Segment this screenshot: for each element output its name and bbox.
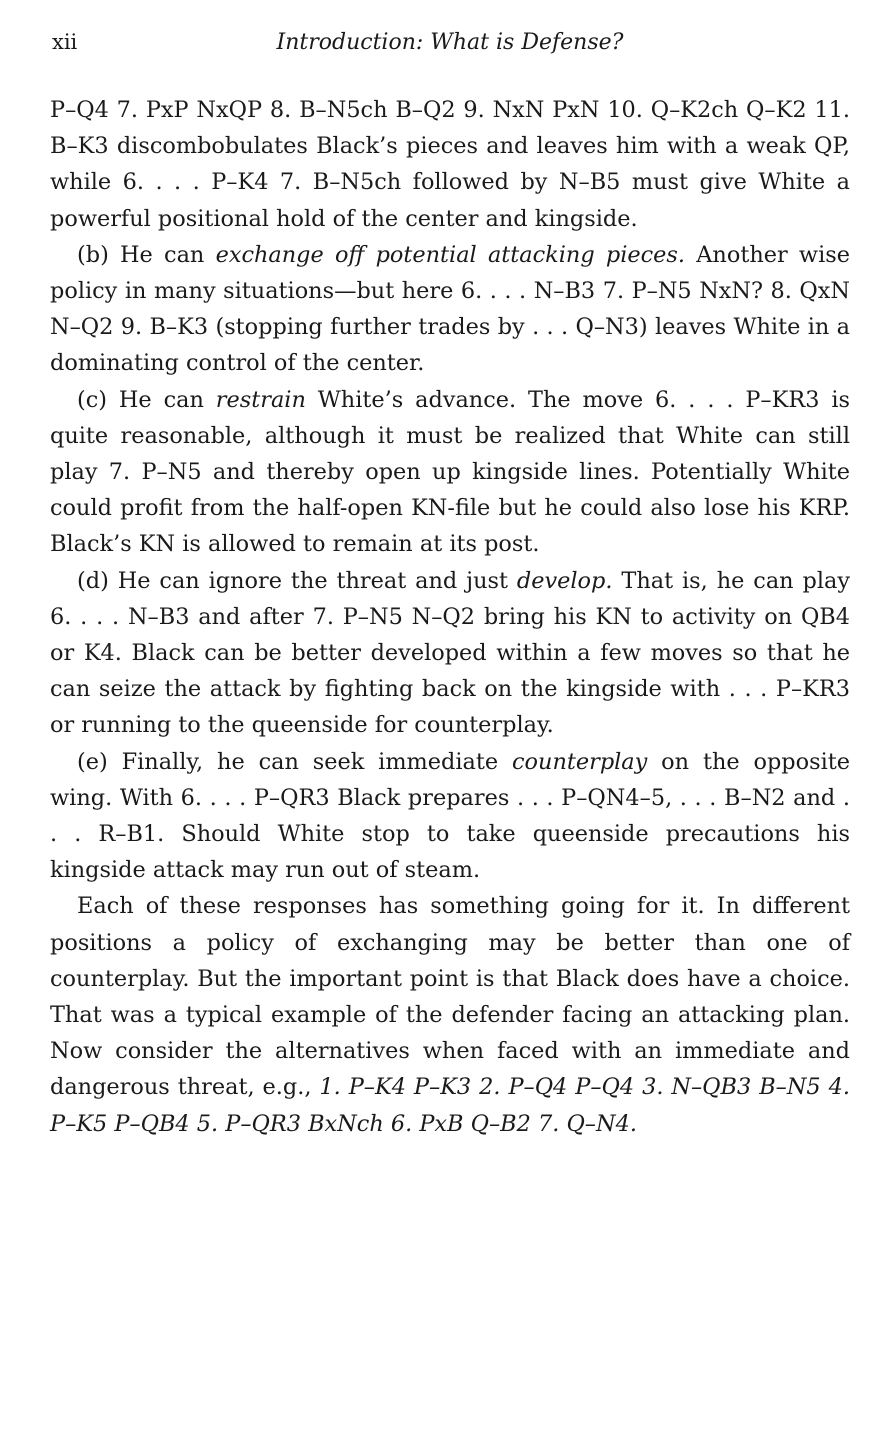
page-number: xii [52,30,78,54]
text-run: (b) He can [77,241,216,268]
text-run: Each of these responses has something going for it. In different positions a policy of exchanging may be better than one of counterplay. But the important point is that Black does have a choice. That was a typical example of the defender facing an attacking plan. Now consider the alternatives when faced with an immediate and dangerous threat, e.g., [50,893,850,1101]
body-text [50,92,850,1142]
paragraph [50,744,850,889]
text-run: (d) He can ignore the threat and just [77,567,517,594]
text-run: (c) He can [77,386,216,413]
text-run: P–Q4 7. PxP NxQP 8. B–N5ch B–Q2 9. NxN PxN 10. Q–K2ch Q–K2 11. B–K3 discombobulates Black’s pieces and leaves him with a weak QP, while 6. . . . P–K4 7. B–N5ch followed by N–B5 must give White a powerful positional hold of the center and kingside. [50,97,850,232]
paragraph [50,382,850,563]
book-page [50,24,850,1142]
text-run: (e) Finally, he can seek immediate [77,748,512,775]
italic-text-run: exchange off potential attacking pieces. [215,241,686,268]
text-run: White’s advance. The move 6. . . . P–KR3 is quite reasonable, although it must be realized that White can still play 7. P–N5 and thereby open up kingside lines. Potentially White could profit from the half-open KN-file but he could also lose his KRP. Black’s KN is allowed to remain at its post. [50,386,850,558]
italic-text-run: develop. [516,567,613,594]
italic-text-run: 1. P–K4 P–K3 2. P–Q4 P–Q4 3. N–QB3 B–N5 4. P–K5 P–QB4 5. P–QR3 BxNch 6. PxB Q–B2 7. Q–N4. [50,1074,850,1137]
italic-text-run: counterplay [512,748,648,775]
paragraph [50,563,850,744]
page-header [50,24,850,64]
text-run: Another wise policy in many situations—but here 6. . . . N–B3 7. P–N5 NxN? 8. QxN N–Q2 9. B–K3 (stopping further trades by . . . Q–N3) leaves White in a dominating control of the center. [50,241,850,377]
running-head: Introduction: What is Defense? [276,30,624,55]
text-run: on the opposite wing. With 6. . . . P–QR3 Black prepares . . . P–QN4–5, . . . B–N2 and . . . R–B1. Should White stop to take queenside precautions his kingside attack may run out of steam. [50,748,851,884]
paragraph [50,237,850,382]
italic-text-run: restrain [215,386,306,413]
paragraph [50,92,850,237]
text-run: That is, he can play 6. . . . N–B3 and after 7. P–N5 N–Q2 bring his KN to activity on QB4 or K4. Black can be better developed within a few moves so that he can seize the attack by fighting back on the kingside with . . . P–KR3 or running to the queenside for counterplay. [50,567,850,739]
paragraph [50,888,850,1141]
